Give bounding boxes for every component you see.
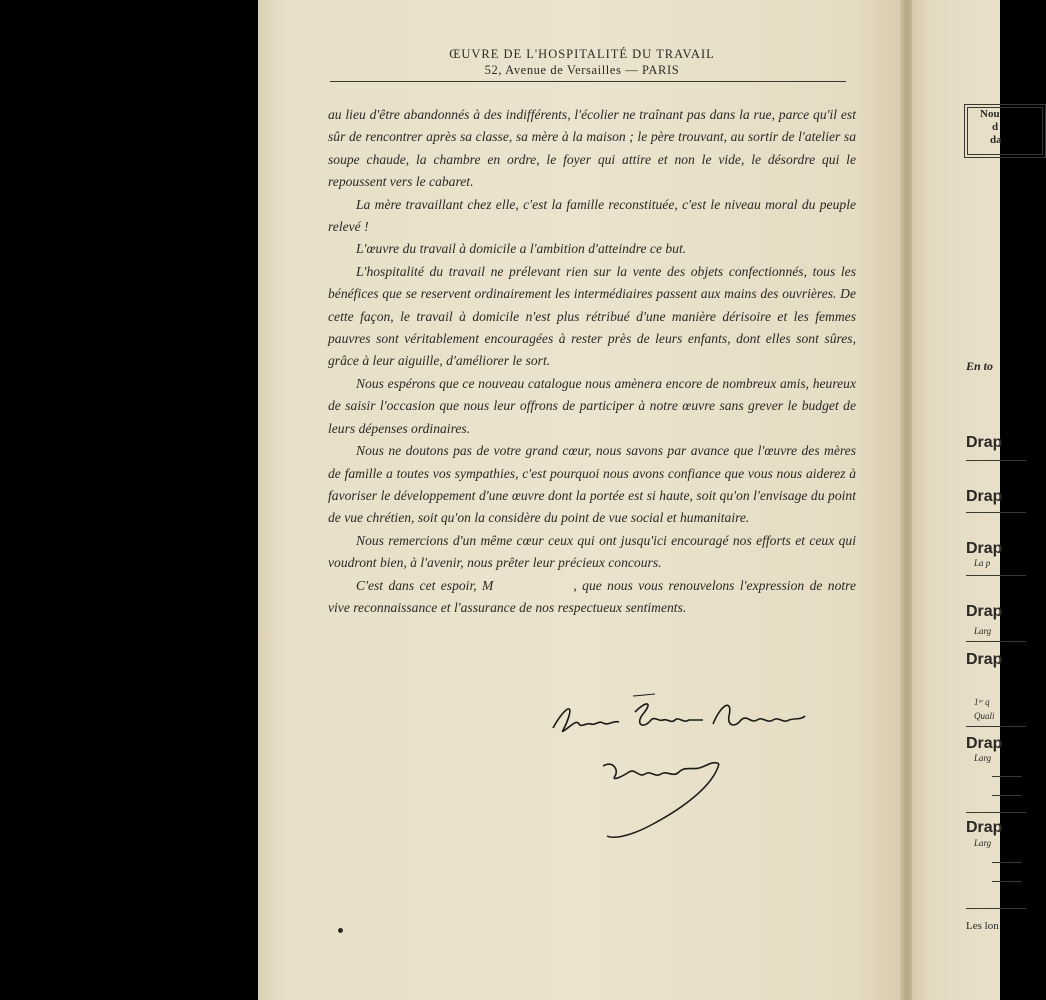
note-4: Quali [974, 711, 995, 721]
box-line-1: Nou [980, 108, 1000, 120]
header-organization: ŒUVRE DE L'HOSPITALITÉ DU TRAVAIL [449, 47, 715, 61]
paragraph-3: L'œuvre du travail à domicile a l'ambition d'atteindre ce but. [356, 241, 687, 257]
closing-end: , que nous vous renouvelons l'expression de notre vive reconnaissance et l'assurance de nos respectueux sentiments. [328, 577, 856, 615]
item-drap-2: Drap [966, 488, 1003, 505]
item-drap-1: Drap [966, 434, 1003, 451]
paragraph-7: Nous remercions d'un même cœur ceux qui ont jusqu'ici encouragé nos efforts et ceux qui voudront bien, à l'avenir, nous prêter leur précieux concours. [328, 532, 856, 571]
item-drap-4: Drap [966, 603, 1003, 620]
paragraph-5: Nous espérons que ce nouveau catalogue nous amènera encore de nombreux amis, heureux de saisir l'occasion que nous leur offrons de participer à notre œuvre sans grever le budget de leurs dépenses ordinaires. [328, 375, 856, 436]
paragraph-1: au lieu d'être abandonnés à des indifférents, l'écolier ne traînant pas dans la rue, parce qu'il est sûr de rencontrer après sa classe, sa mère à la maison ; le père trouvant, au sortir de l'atelier sa soupe chaude, la chambre en ordre, le foyer qui attire et non le vide, le désordre qui le repoussent vers le cabaret. [328, 107, 856, 190]
header-address: 52, Avenue de Versailles — PARIS [484, 63, 680, 77]
right-intro: En to [966, 359, 994, 373]
item-drap-7: Drap [966, 819, 1003, 836]
note-2: Larg [974, 626, 992, 636]
box-line-2: d [992, 121, 999, 133]
item-drap-3: Drap [966, 540, 1003, 557]
item-drap-6: Drap [966, 735, 1003, 752]
right-page-box [964, 104, 1046, 158]
paragraph-4: L'hospitalité du travail ne prélevant rien sur la vente des objets confectionnés, tous les bénéfices que se reservent ordinairement les intermédiaires passent aux mains des ouvrières. De cette façon, le travail à domicile n'est plus rétribué d'une manière dérisoire et les femmes pauvres sont véritablement encouragées à rester près de leurs enfants, dont elles sont sûres, grâce à leur aiguille, d'améliorer le sort. [328, 263, 856, 369]
note-1: La p [974, 558, 991, 568]
note-6: Larg [974, 838, 992, 848]
right-page-content [912, 0, 1003, 1000]
right-footer: Les lon [966, 920, 999, 932]
item-drap-5: Drap [966, 651, 1003, 668]
note-5: Larg [974, 753, 992, 763]
box-line-3: da [990, 134, 1002, 146]
paragraph-2: La mère travaillant chez elle, c'est la famille reconstituée, c'est le niveau moral du peuple relevé ! [328, 196, 856, 235]
closing-start: C'est dans cet espoir, M [356, 577, 494, 593]
paragraph-6: Nous ne doutons pas de votre grand cœur, nous savons par avance que l'œuvre des mères de famille a toutes vos sympathies, c'est pourquoi nous avons confiance que vous nous aiderez à favoriser le développement d'une œuvre dont la portée est si haute, soit qu'on l'envisage du point de vue chrétien, soit qu'on la considère du point de vue social et humanitaire. [328, 443, 856, 526]
note-3: 1ᵉʳ q [974, 697, 990, 707]
